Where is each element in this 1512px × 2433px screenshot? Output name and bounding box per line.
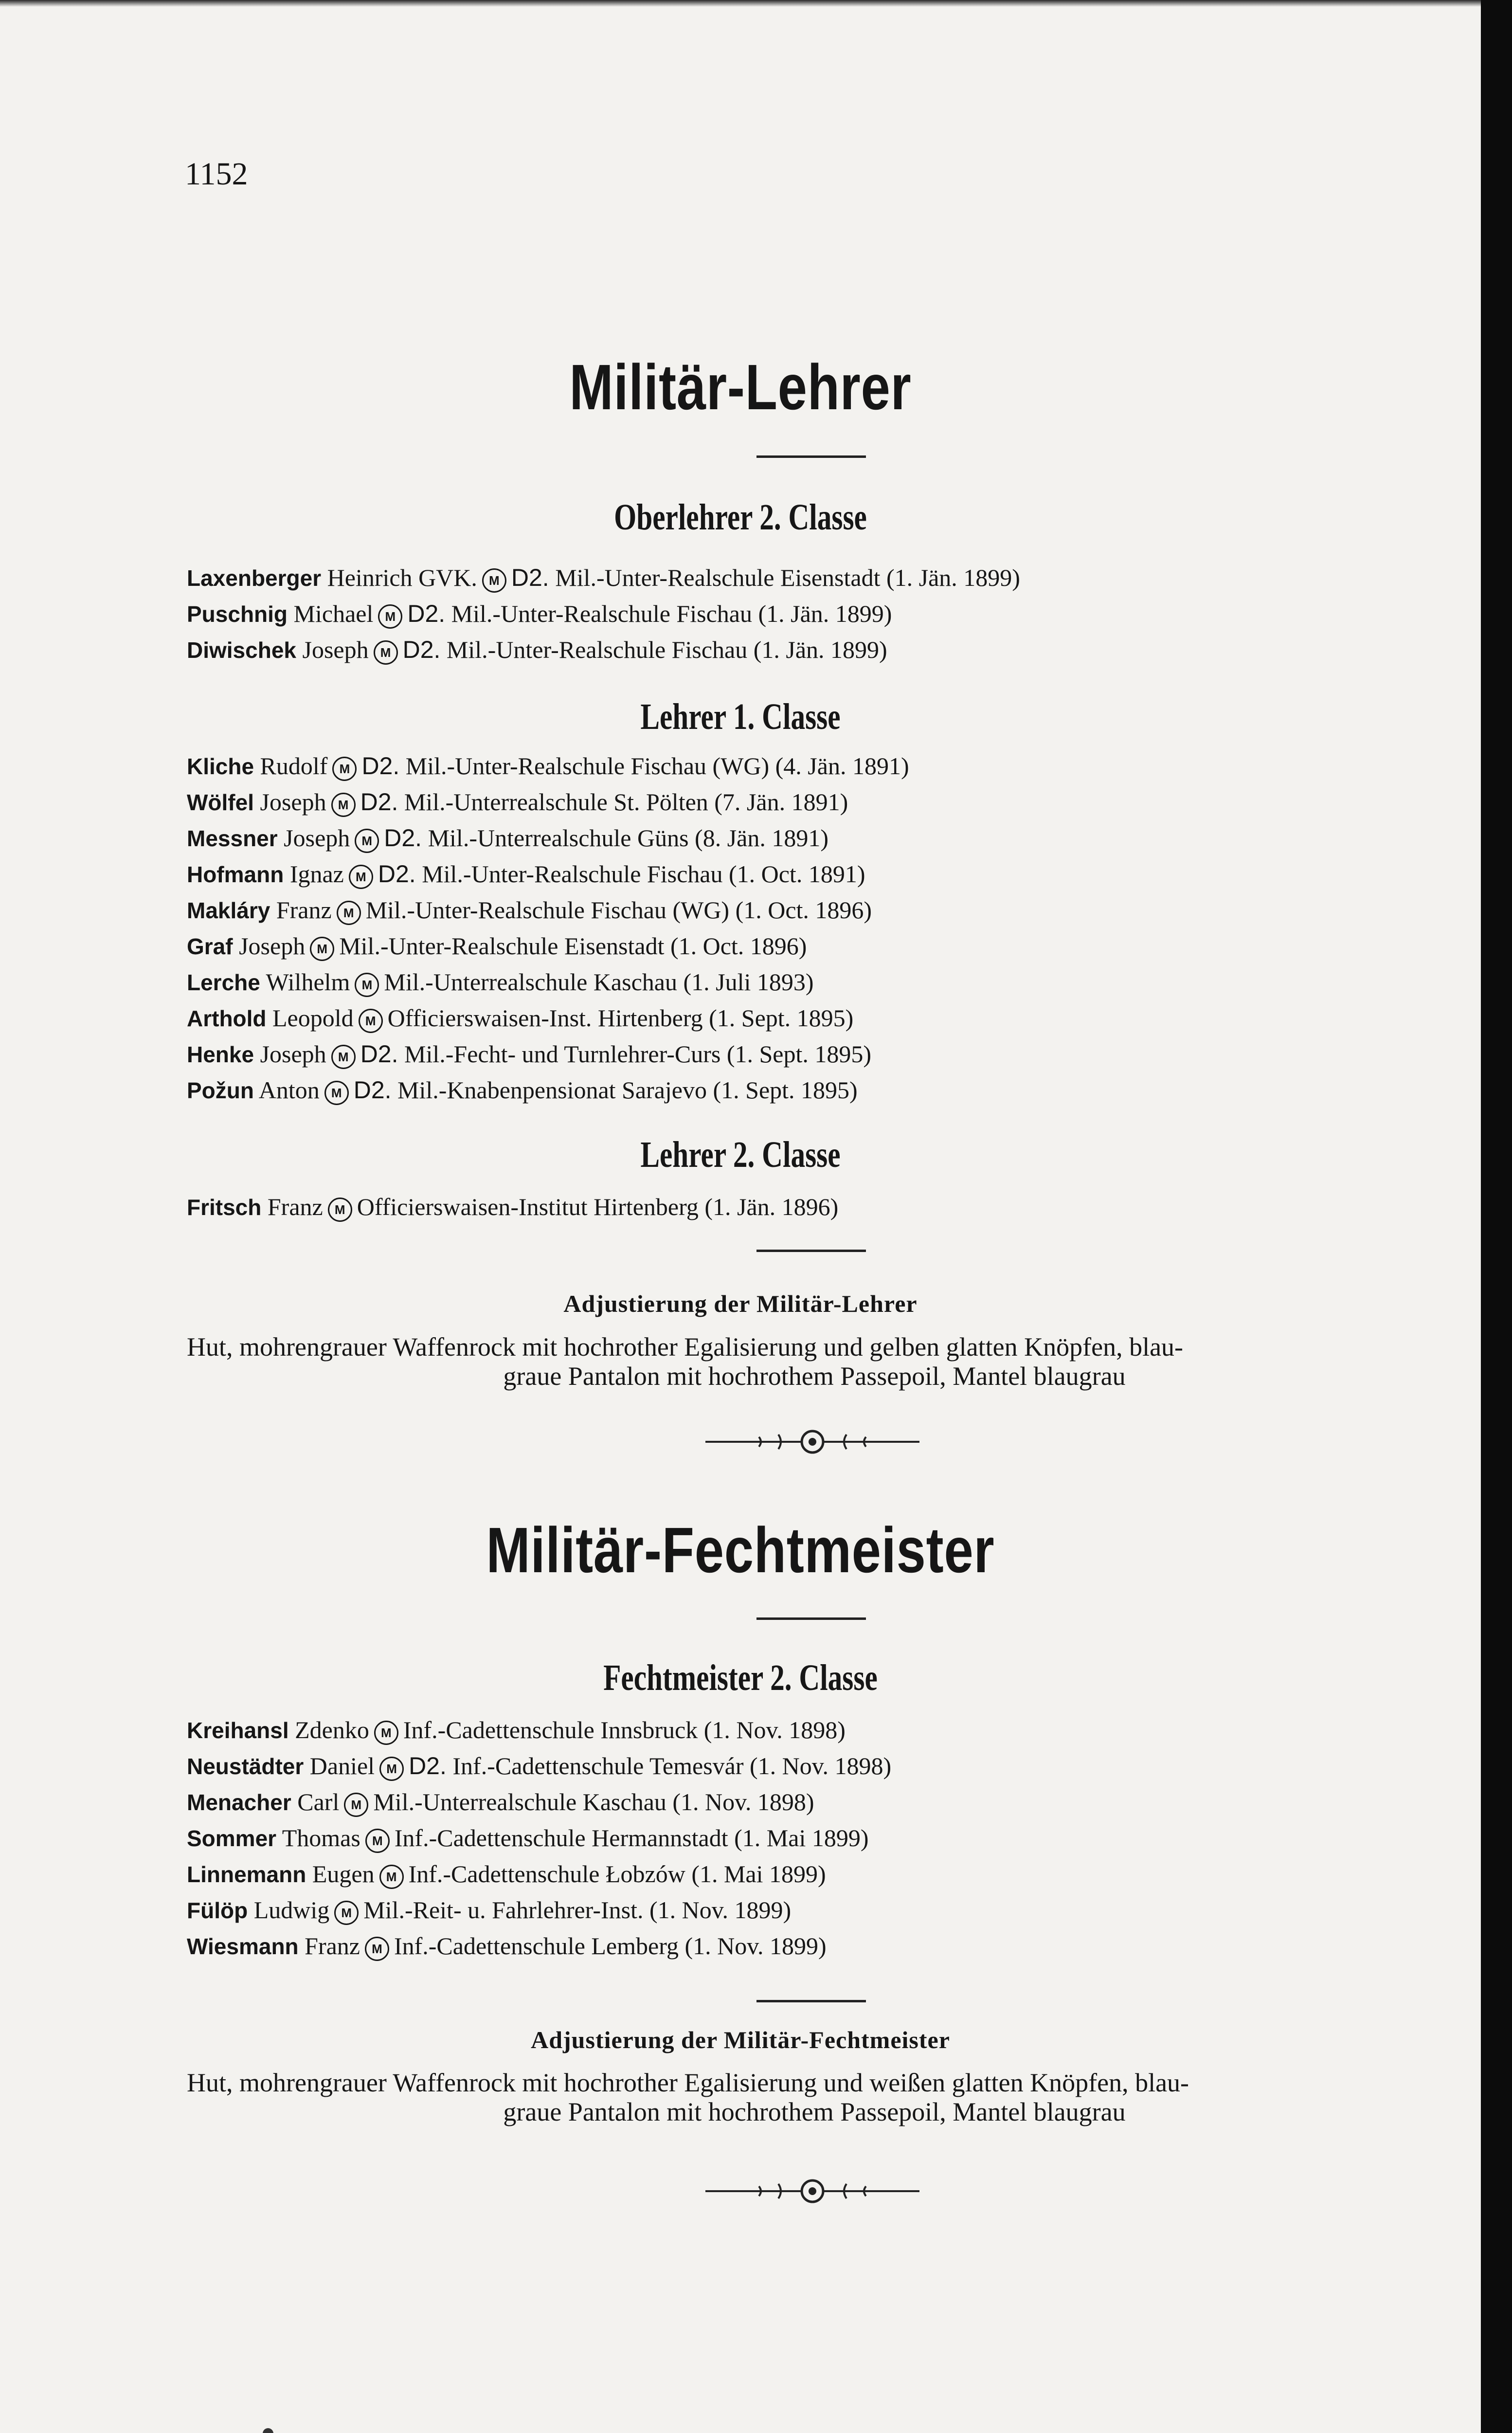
entry-surname: Messner	[187, 826, 278, 851]
entry-d2: D2.	[360, 788, 398, 816]
entry-row	[187, 1928, 891, 1964]
merit-marker-icon: M	[310, 937, 334, 961]
merit-marker-icon: M	[379, 1865, 404, 1889]
merit-marker-icon: M	[328, 1198, 352, 1222]
entry-assignment: Mil.-Unter-Realschule Fischau (1. Jän. 1899)	[451, 600, 892, 627]
divider-rule	[756, 2000, 866, 2002]
entry-given-name: Franz	[276, 896, 332, 924]
entry-surname: Fritsch	[187, 1195, 262, 1220]
entry-given-name: Eugen	[312, 1860, 375, 1888]
merit-marker-icon: M	[324, 1081, 349, 1105]
adjustierung-text	[187, 1332, 1442, 1391]
merit-marker-icon: M	[331, 1045, 356, 1069]
section-title-militaer-lehrer: Militär-Lehrer	[569, 351, 912, 423]
entry-row	[187, 1820, 891, 1856]
entry-given-name: Rudolf	[260, 752, 328, 780]
scan-edge-top	[0, 0, 1481, 7]
title-rule	[756, 455, 866, 458]
entry-given-name: Ignaz	[289, 860, 344, 888]
entry-d2: D2.	[361, 752, 400, 780]
entry-surname: Neustädter	[187, 1754, 304, 1779]
entry-assignment: Mil.-Reit- u. Fahrlehrer-Inst. (1. Nov. 1899)	[363, 1896, 792, 1924]
group-heading: Oberlehrer 2. Classe	[614, 497, 867, 538]
entry-d2: D2.	[409, 1752, 447, 1779]
page-number: 1152	[185, 156, 248, 192]
entry-row	[187, 928, 909, 964]
entry-surname: Linnemann	[187, 1862, 306, 1887]
entry-decoration: GVK.	[418, 564, 477, 591]
entry-assignment: Mil.-Unter-Realschule Fischau (WG) (1. Oct. 1896)	[365, 896, 872, 924]
merit-marker-icon: M	[378, 604, 402, 629]
entry-row	[187, 1000, 909, 1036]
entry-assignment: Mil.-Unter-Realschule Eisenstadt (1. Jän. 1899)	[555, 564, 1020, 591]
entry-given-name: Wilhelm	[266, 968, 350, 996]
merit-marker-icon: M	[374, 640, 398, 665]
entry-given-name: Thomas	[282, 1824, 360, 1852]
entry-list	[187, 748, 909, 1108]
entry-surname: Wiesmann	[187, 1934, 299, 1959]
entry-assignment: Officierswaisen-Inst. Hirtenberg (1. Sept. 1895)	[387, 1004, 854, 1032]
adjustierung-text	[187, 2068, 1442, 2126]
group-heading: Fechtmeister 2. Classe	[603, 1657, 878, 1698]
entry-assignment: Mil.-Unter-Realschule Eisenstadt (1. Oct. 1896)	[339, 932, 807, 960]
entry-row	[187, 856, 909, 892]
entry-surname: Arthold	[187, 1006, 267, 1031]
merit-marker-icon: M	[355, 829, 379, 853]
entry-row	[187, 1784, 891, 1820]
entry-d2: D2.	[378, 860, 416, 888]
entry-row	[187, 560, 1020, 596]
entry-row	[187, 1712, 891, 1748]
entry-surname: Hofmann	[187, 862, 284, 887]
entry-given-name: Anton	[258, 1076, 320, 1104]
entry-given-name: Joseph	[302, 636, 369, 663]
entry-surname: Požun	[187, 1078, 254, 1103]
entry-assignment: Mil.-Knabenpensionat Sarajevo (1. Sept. 1895)	[397, 1076, 858, 1104]
entry-list	[187, 560, 1020, 668]
entry-given-name: Joseph	[239, 932, 306, 960]
entry-d2: D2.	[407, 600, 446, 627]
section-title-militaer-fechtmeister: Militär-Fechtmeister	[486, 1514, 995, 1586]
adjustierung-line: graue Pantalon mit hochrothem Passepoil, Mantel blaugrau	[503, 1362, 1126, 1391]
merit-marker-icon: M	[359, 1009, 383, 1033]
entry-given-name: Ludwig	[253, 1896, 330, 1924]
entry-list	[187, 1189, 838, 1225]
entry-row	[187, 1748, 891, 1784]
entry-surname: Puschnig	[187, 601, 288, 627]
entry-surname: Graf	[187, 934, 233, 959]
entry-surname: Wölfel	[187, 790, 254, 815]
entry-assignment: Inf.-Cadettenschule Temesvár (1. Nov. 1898)	[452, 1752, 892, 1779]
ornament-divider	[705, 2169, 919, 2213]
entry-d2: D2.	[511, 564, 549, 591]
entry-surname: Lerche	[187, 970, 260, 995]
ornament-divider	[705, 1420, 919, 1464]
entry-row	[187, 1189, 838, 1225]
entry-given-name: Zdenko	[295, 1716, 369, 1743]
merit-marker-icon: M	[331, 793, 356, 817]
entry-surname: Diwischek	[187, 637, 296, 663]
entry-given-name: Daniel	[309, 1752, 375, 1779]
adjustierung-line: graue Pantalon mit hochrothem Passepoil, Mantel blaugrau	[503, 2097, 1126, 2126]
entry-assignment: Officierswaisen-Institut Hirtenberg (1. Jän. 1896)	[357, 1193, 839, 1220]
merit-marker-icon: M	[379, 1757, 404, 1781]
entry-assignment: Mil.-Unterrealschule Güns (8. Jän. 1891)	[428, 824, 828, 852]
adjustierung-heading: Adjustierung der Militär-Fechtmeister	[531, 2026, 950, 2053]
merit-marker-icon: M	[355, 973, 379, 997]
entry-assignment: Mil.-Unterrealschule Kaschau (1. Nov. 1898)	[373, 1788, 814, 1816]
ink-speck	[263, 2428, 273, 2433]
entry-row	[187, 1892, 891, 1928]
entry-given-name: Joseph	[260, 1040, 326, 1068]
entry-given-name: Franz	[267, 1193, 323, 1220]
entry-row	[187, 1856, 891, 1892]
entry-assignment: Inf.-Cadettenschule Lemberg (1. Nov. 1899)	[394, 1932, 827, 1960]
entry-given-name: Joseph	[260, 788, 326, 816]
entry-surname: Laxenberger	[187, 565, 322, 591]
entry-given-name: Franz	[305, 1932, 360, 1960]
entry-assignment: Mil.-Unter-Realschule Fischau (WG) (4. Jän. 1891)	[405, 752, 909, 780]
merit-marker-icon: M	[344, 1793, 368, 1817]
entry-assignment: Inf.-Cadettenschule Hermannstadt (1. Mai 1899)	[394, 1824, 869, 1852]
entry-given-name: Joseph	[284, 824, 350, 852]
entry-given-name: Michael	[293, 600, 374, 627]
entry-surname: Henke	[187, 1042, 254, 1067]
entry-d2: D2.	[353, 1076, 392, 1104]
group-heading: Lehrer 2. Classe	[640, 1134, 841, 1175]
entry-row	[187, 784, 909, 820]
entry-assignment: Mil.-Unterrealschule St. Pölten (7. Jän. 1891)	[404, 788, 848, 816]
entry-surname: Kreihansl	[187, 1718, 289, 1743]
entry-assignment: Mil.-Unter-Realschule Fischau (1. Oct. 1891)	[422, 860, 865, 888]
entry-row	[187, 1036, 909, 1072]
divider-rule	[756, 1250, 866, 1252]
scan-edge-right	[1481, 0, 1512, 2433]
adjustierung-heading: Adjustierung der Militär-Lehrer	[563, 1290, 918, 1317]
entry-given-name: Leopold	[272, 1004, 354, 1032]
adjustierung-line: Hut, mohrengrauer Waffenrock mit hochrother Egalisierung und weißen glatten Knöpfen, blau-	[187, 2068, 1189, 2097]
entry-assignment: Mil.-Unter-Realschule Fischau (1. Jän. 1899)	[446, 636, 887, 663]
entry-surname: Makláry	[187, 898, 270, 923]
entry-surname: Kliche	[187, 754, 254, 779]
title-rule	[756, 1617, 866, 1620]
entry-given-name: Heinrich	[327, 564, 413, 591]
entry-row	[187, 892, 909, 928]
entry-row	[187, 632, 1020, 668]
entry-row	[187, 964, 909, 1000]
merit-marker-icon: M	[365, 1829, 390, 1853]
entry-surname: Fülöp	[187, 1898, 248, 1923]
entry-assignment: Mil.-Unterrealschule Kaschau (1. Juli 1893)	[384, 968, 814, 996]
entry-list	[187, 1712, 891, 1964]
merit-marker-icon: M	[337, 901, 361, 925]
entry-surname: Menacher	[187, 1790, 291, 1815]
merit-marker-icon: M	[482, 568, 506, 593]
merit-marker-icon: M	[332, 757, 357, 781]
merit-marker-icon: M	[334, 1901, 359, 1925]
entry-assignment: Inf.-Cadettenschule Innsbruck (1. Nov. 1898)	[403, 1716, 846, 1743]
group-heading: Lehrer 1. Classe	[640, 696, 841, 737]
merit-marker-icon: M	[349, 865, 373, 889]
merit-marker-icon: M	[365, 1937, 389, 1961]
adjustierung-line: Hut, mohrengrauer Waffenrock mit hochrother Egalisierung und gelben glatten Knöpfen, blau-	[187, 1332, 1184, 1362]
entry-d2: D2.	[384, 824, 422, 852]
entry-d2: D2.	[360, 1040, 398, 1068]
entry-surname: Sommer	[187, 1826, 277, 1851]
entry-assignment: Inf.-Cadettenschule Łobzów (1. Mai 1899)	[408, 1860, 826, 1888]
entry-assignment: Mil.-Fecht- und Turnlehrer-Curs (1. Sept. 1895)	[404, 1040, 872, 1068]
entry-row	[187, 820, 909, 856]
entry-row	[187, 748, 909, 784]
entry-row	[187, 596, 1020, 632]
entry-row	[187, 1072, 909, 1108]
entry-given-name: Carl	[297, 1788, 340, 1816]
entry-d2: D2.	[402, 636, 441, 663]
merit-marker-icon: M	[374, 1721, 398, 1745]
